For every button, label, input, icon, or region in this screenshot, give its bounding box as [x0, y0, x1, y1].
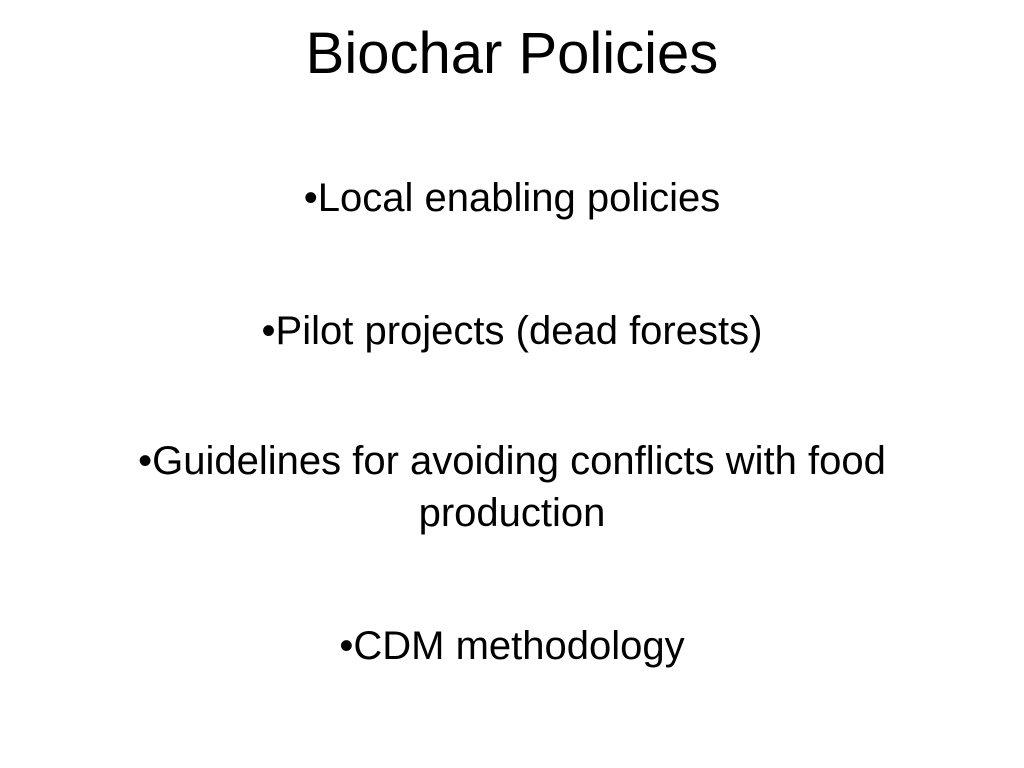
bullet-guidelines-food-production: •Guidelines for avoiding conflicts with food production	[138, 439, 886, 535]
bullet-cdm-methodology: •CDM methodology	[339, 624, 685, 668]
bullet-pilot-projects: •Pilot projects (dead forests)	[261, 309, 763, 353]
slide-title: Biochar Policies	[305, 21, 719, 86]
bullet-local-enabling-policies: •Local enabling policies	[303, 176, 721, 220]
